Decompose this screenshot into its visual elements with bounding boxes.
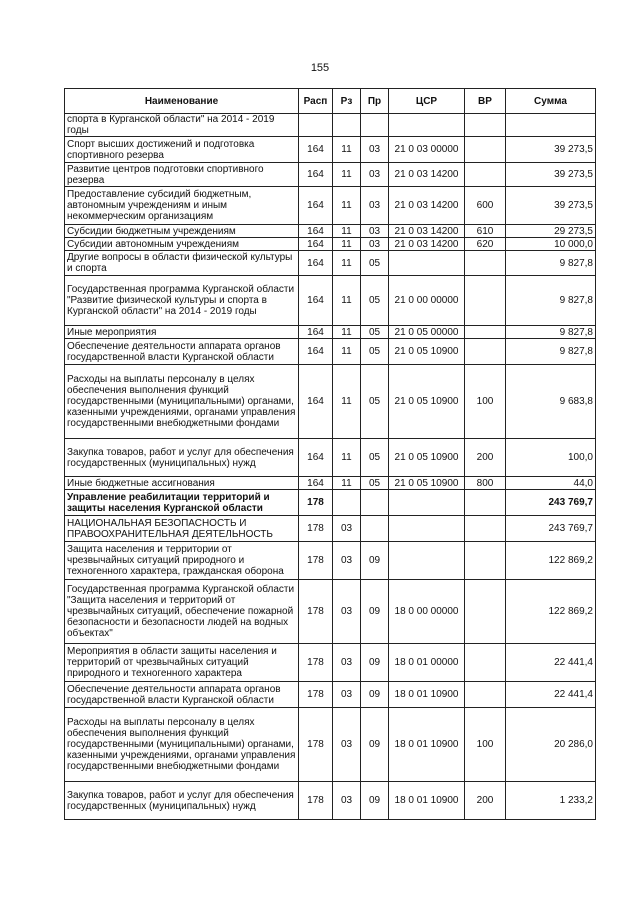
cell-name: Спорт высших достижений и подготовка спортивного резерва [65, 137, 299, 163]
page-number: 155 [310, 62, 330, 74]
cell-vr: 100 [465, 365, 506, 439]
cell-csr: 18 0 00 00000 [389, 580, 465, 644]
cell-pr: 05 [361, 339, 389, 365]
cell-pr: 09 [361, 542, 389, 580]
cell-sum: 22 441,4 [506, 682, 596, 708]
cell-rz: 11 [333, 439, 361, 477]
cell-rasp: 178 [299, 644, 333, 682]
cell-rasp: 164 [299, 187, 333, 225]
cell-csr: 21 0 05 10900 [389, 477, 465, 490]
cell-pr: 03 [361, 137, 389, 163]
cell-pr: 05 [361, 365, 389, 439]
cell-sum: 122 869,2 [506, 580, 596, 644]
cell-sum: 100,0 [506, 439, 596, 477]
cell-vr [465, 682, 506, 708]
cell-csr: 18 0 01 10900 [389, 782, 465, 820]
cell-csr: 21 0 03 14200 [389, 187, 465, 225]
cell-csr: 18 0 01 00000 [389, 644, 465, 682]
cell-rz: 11 [333, 365, 361, 439]
cell-pr: 05 [361, 477, 389, 490]
cell-rasp: 178 [299, 490, 333, 516]
cell-sum: 39 273,5 [506, 137, 596, 163]
cell-name: Другие вопросы в области физической культуры и спорта [65, 251, 299, 276]
cell-rz: 11 [333, 137, 361, 163]
cell-sum: 243 769,7 [506, 490, 596, 516]
cell-vr: 610 [465, 225, 506, 238]
cell-rasp: 164 [299, 238, 333, 251]
cell-name: Расходы на выплаты персоналу в целях обеспечения выполнения функций государственными (муниципальными) органами, казенными учреждениями, органами управления государственными внебюджетными фондами [65, 708, 299, 782]
header-pr: Пр [361, 89, 389, 114]
table-row [65, 644, 596, 682]
cell-sum: 1 233,2 [506, 782, 596, 820]
cell-rz [333, 114, 361, 137]
table-row [65, 708, 596, 782]
table-header-row [65, 89, 596, 114]
cell-sum: 29 273,5 [506, 225, 596, 238]
cell-pr: 09 [361, 580, 389, 644]
cell-vr: 100 [465, 708, 506, 782]
cell-name: Иные бюджетные ассигнования [65, 477, 299, 490]
cell-name: Обеспечение деятельности аппарата органов государственной власти Курганской области [65, 339, 299, 365]
cell-rasp: 178 [299, 516, 333, 542]
table-row [65, 516, 596, 542]
cell-csr: 21 0 03 14200 [389, 238, 465, 251]
header-rasp: Расп [299, 89, 333, 114]
cell-rz: 11 [333, 163, 361, 187]
header-csr: ЦСР [389, 89, 465, 114]
table-row [65, 225, 596, 238]
cell-sum: 9 827,8 [506, 339, 596, 365]
cell-rasp: 164 [299, 251, 333, 276]
cell-vr: 200 [465, 439, 506, 477]
cell-rasp: 178 [299, 682, 333, 708]
cell-pr [361, 516, 389, 542]
cell-rz: 03 [333, 644, 361, 682]
cell-csr: 21 0 05 10900 [389, 339, 465, 365]
cell-rasp: 164 [299, 439, 333, 477]
cell-csr: 21 0 05 00000 [389, 326, 465, 339]
header-sum: Сумма [506, 89, 596, 114]
cell-sum: 22 441,4 [506, 644, 596, 682]
cell-rz: 11 [333, 326, 361, 339]
cell-rz: 03 [333, 542, 361, 580]
cell-csr: 18 0 01 10900 [389, 708, 465, 782]
table-row [65, 187, 596, 225]
cell-vr [465, 516, 506, 542]
cell-rasp: 164 [299, 339, 333, 365]
table-row [65, 365, 596, 439]
cell-vr [465, 137, 506, 163]
cell-name: Закупка товаров, работ и услуг для обеспечения государственных (муниципальных) нужд [65, 439, 299, 477]
cell-vr: 200 [465, 782, 506, 820]
cell-pr: 05 [361, 251, 389, 276]
cell-name: спорта в Курганской области" на 2014 - 2019 годы [65, 114, 299, 137]
cell-csr: 21 0 05 10900 [389, 365, 465, 439]
cell-rz: 11 [333, 251, 361, 276]
cell-name: Предоставление субсидий бюджетным, автономным учреждениям и иным некоммерческим организациям [65, 187, 299, 225]
cell-rz: 03 [333, 580, 361, 644]
table-row [65, 114, 596, 137]
cell-csr: 21 0 03 14200 [389, 163, 465, 187]
cell-pr: 03 [361, 187, 389, 225]
cell-pr: 09 [361, 708, 389, 782]
cell-rasp: 164 [299, 137, 333, 163]
cell-sum: 44,0 [506, 477, 596, 490]
table-row [65, 580, 596, 644]
cell-vr [465, 644, 506, 682]
cell-rasp: 178 [299, 708, 333, 782]
cell-vr [465, 163, 506, 187]
cell-pr: 03 [361, 225, 389, 238]
cell-sum: 20 286,0 [506, 708, 596, 782]
cell-vr [465, 276, 506, 326]
header-vr: ВР [465, 89, 506, 114]
table-row [65, 276, 596, 326]
cell-vr: 800 [465, 477, 506, 490]
cell-csr: 21 0 00 00000 [389, 276, 465, 326]
cell-rasp: 164 [299, 163, 333, 187]
cell-vr [465, 339, 506, 365]
cell-rasp: 178 [299, 782, 333, 820]
budget-table [64, 88, 596, 820]
cell-csr [389, 490, 465, 516]
table-row [65, 251, 596, 276]
cell-name: Управление реабилитации территорий и защиты населения Курганской области [65, 490, 299, 516]
table-row [65, 477, 596, 490]
cell-vr: 600 [465, 187, 506, 225]
cell-sum [506, 114, 596, 137]
cell-pr [361, 114, 389, 137]
cell-rz: 03 [333, 516, 361, 542]
cell-pr: 03 [361, 238, 389, 251]
cell-vr [465, 114, 506, 137]
cell-pr: 05 [361, 439, 389, 477]
cell-rasp: 164 [299, 276, 333, 326]
cell-name: Мероприятия в области защиты населения и территорий от чрезвычайных ситуаций природного и техногенного характера [65, 644, 299, 682]
table-row [65, 782, 596, 820]
cell-rz: 11 [333, 225, 361, 238]
table-row [65, 490, 596, 516]
cell-rasp: 164 [299, 225, 333, 238]
header-rz: Рз [333, 89, 361, 114]
cell-rz: 11 [333, 339, 361, 365]
cell-csr: 21 0 05 10900 [389, 439, 465, 477]
cell-vr [465, 490, 506, 516]
cell-rasp: 164 [299, 477, 333, 490]
cell-csr: 21 0 03 14200 [389, 225, 465, 238]
table-row [65, 238, 596, 251]
table-row [65, 137, 596, 163]
header-name: Наименование [65, 89, 299, 114]
cell-vr [465, 326, 506, 339]
cell-sum: 243 769,7 [506, 516, 596, 542]
table-row [65, 163, 596, 187]
cell-name: Государственная программа Курганской области "Защита населения и территорий от чрезвычайных ситуаций, обеспечение пожарной безопасности и безопасности людей на водных объектах" [65, 580, 299, 644]
table-row [65, 682, 596, 708]
cell-sum: 9 827,8 [506, 326, 596, 339]
cell-sum: 9 683,8 [506, 365, 596, 439]
table-row [65, 326, 596, 339]
cell-csr [389, 251, 465, 276]
cell-vr [465, 251, 506, 276]
cell-vr [465, 542, 506, 580]
cell-csr [389, 516, 465, 542]
cell-csr: 18 0 01 10900 [389, 682, 465, 708]
cell-rz [333, 490, 361, 516]
cell-vr: 620 [465, 238, 506, 251]
cell-sum: 10 000,0 [506, 238, 596, 251]
cell-name: Закупка товаров, работ и услуг для обеспечения государственных (муниципальных) нужд [65, 782, 299, 820]
cell-csr [389, 542, 465, 580]
table-body [65, 114, 596, 820]
cell-rz: 11 [333, 238, 361, 251]
table-row [65, 439, 596, 477]
cell-sum: 9 827,8 [506, 276, 596, 326]
cell-pr: 09 [361, 682, 389, 708]
cell-pr: 09 [361, 644, 389, 682]
cell-pr: 03 [361, 163, 389, 187]
cell-sum: 39 273,5 [506, 163, 596, 187]
table-row [65, 542, 596, 580]
cell-rz: 03 [333, 682, 361, 708]
cell-sum: 122 869,2 [506, 542, 596, 580]
cell-rz: 03 [333, 782, 361, 820]
cell-name: Развитие центров подготовки спортивного резерва [65, 163, 299, 187]
cell-csr: 21 0 03 00000 [389, 137, 465, 163]
cell-pr: 09 [361, 782, 389, 820]
cell-rz: 11 [333, 187, 361, 225]
table-row [65, 339, 596, 365]
cell-pr: 05 [361, 276, 389, 326]
cell-sum: 9 827,8 [506, 251, 596, 276]
cell-csr [389, 114, 465, 137]
cell-name: Иные мероприятия [65, 326, 299, 339]
cell-name: Защита населения и территории от чрезвычайных ситуаций природного и техногенного характера, гражданская оборона [65, 542, 299, 580]
cell-name: Расходы на выплаты персоналу в целях обеспечения выполнения функций государственными (муниципальными) органами, казенными учреждениями, органами управления государственными внебюджетными фондами [65, 365, 299, 439]
cell-rasp: 164 [299, 326, 333, 339]
cell-rasp: 178 [299, 580, 333, 644]
cell-rz: 03 [333, 708, 361, 782]
cell-sum: 39 273,5 [506, 187, 596, 225]
cell-name: Обеспечение деятельности аппарата органов государственной власти Курганской области [65, 682, 299, 708]
cell-name: Государственная программа Курганской области "Развитие физической культуры и спорта в Курганской области" на 2014 - 2019 годы [65, 276, 299, 326]
cell-rasp [299, 114, 333, 137]
cell-rasp: 178 [299, 542, 333, 580]
cell-pr [361, 490, 389, 516]
cell-vr [465, 580, 506, 644]
cell-pr: 05 [361, 326, 389, 339]
cell-name: Субсидии автономным учреждениям [65, 238, 299, 251]
cell-name: НАЦИОНАЛЬНАЯ БЕЗОПАСНОСТЬ И ПРАВООХРАНИТЕЛЬНАЯ ДЕЯТЕЛЬНОСТЬ [65, 516, 299, 542]
cell-rz: 11 [333, 477, 361, 490]
cell-rz: 11 [333, 276, 361, 326]
cell-rasp: 164 [299, 365, 333, 439]
cell-name: Субсидии бюджетным учреждениям [65, 225, 299, 238]
